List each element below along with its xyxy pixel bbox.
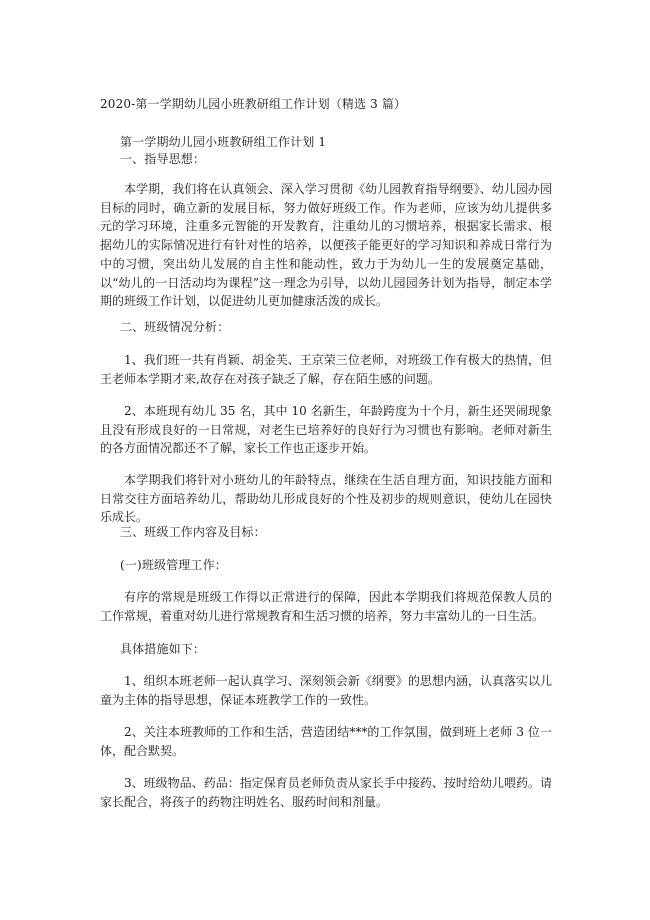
paragraph-class-analysis-1: 1、我们班一共有肖颖、胡金芙、王京荣三位老师，对班级工作有极大的热情，但王老师本学期才来,故存在对孩子缺乏了解，存在陌生感的问题。 (100, 353, 552, 386)
paragraph-class-analysis-2: 2、本班现有幼儿 35 名，其中 10 名新生，年龄跨度为十个月，新生还哭闹现象且没有形成良好的一日常规，对老生已培养好的良好行为习惯也有影响。老师对新生的各方面情况都还不了解，家长工作也正逐步开始。 (100, 404, 552, 456)
measure-item-3: 3、班级物品、药品：指定保育员老师负责从家长手中接药、按时给幼儿喂药。请家长配合，将孩子的药物注明姓名、服药时间和剂量。 (100, 776, 552, 809)
measure-item-1: 1、组织本班老师一起认真学习、深刻领会新《纲要》的思想内涵，认真落实以儿童为主体的指导思想，保证本班教学工作的一致性。 (100, 674, 552, 707)
paragraph-class-management: 有序的常规是班级工作得以正常进行的保障，因此本学期我们将规范保教人员的工作常规，着重对幼儿进行常规教育和生活习惯的培养，努力丰富幼儿的一日生活。 (100, 590, 552, 623)
section-heading-guiding-thought: 一、指导思想： (120, 152, 206, 166)
section-heading-class-analysis: 二、班级情况分析： (120, 320, 230, 334)
document-subtitle: 第一学期幼儿园小班教研组工作计划 1 (120, 135, 327, 149)
document-title: 2020-第一学期幼儿园小班教研组工作计划（精选 3 篇） (100, 97, 407, 111)
paragraph-class-analysis-3: 本学期我们将针对小班幼儿的年龄特点，继续在生活自理方面，知识技能方面和日常交往方面培养幼儿，帮助幼儿形成良好的个性及初步的规则意识，使幼儿在园快乐成长。 (100, 473, 552, 525)
measure-item-2: 2、关注本班教师的工作和生活，营造团结***的工作氛围，做到班上老师 3 位一体，配合默契。 (100, 725, 552, 758)
subsection-heading-class-management: (一)班级管理工作： (120, 558, 227, 572)
section-heading-work-content: 三、班级工作内容及目标： (120, 525, 266, 539)
paragraph-guiding-thought: 本学期，我们将在认真领会、深入学习贯彻《幼儿园教育指导纲要》、幼儿园办园目标的同时，确立新的发展目标，努力做好班级工作。作为老师，应该为幼儿提供多元的学习环境，注重多元智能的开发教育，注重幼儿的习惯培养，根据家长需求、根据幼儿的实际情况进行有针对性的培养，以便孩子能更好的学习知识和养成日常行为中的习惯，突出幼儿发展的自主性和能动性，致力于为幼儿一生的发展奠定基础，以“幼儿的一日活动均为课程”这一理念为引导，以幼儿园园务计划为指导，制定本学期的班级工作计划，以促进幼儿更加健康活泼的成长。 (100, 182, 552, 309)
measures-heading: 具体措施如下： (120, 642, 206, 656)
